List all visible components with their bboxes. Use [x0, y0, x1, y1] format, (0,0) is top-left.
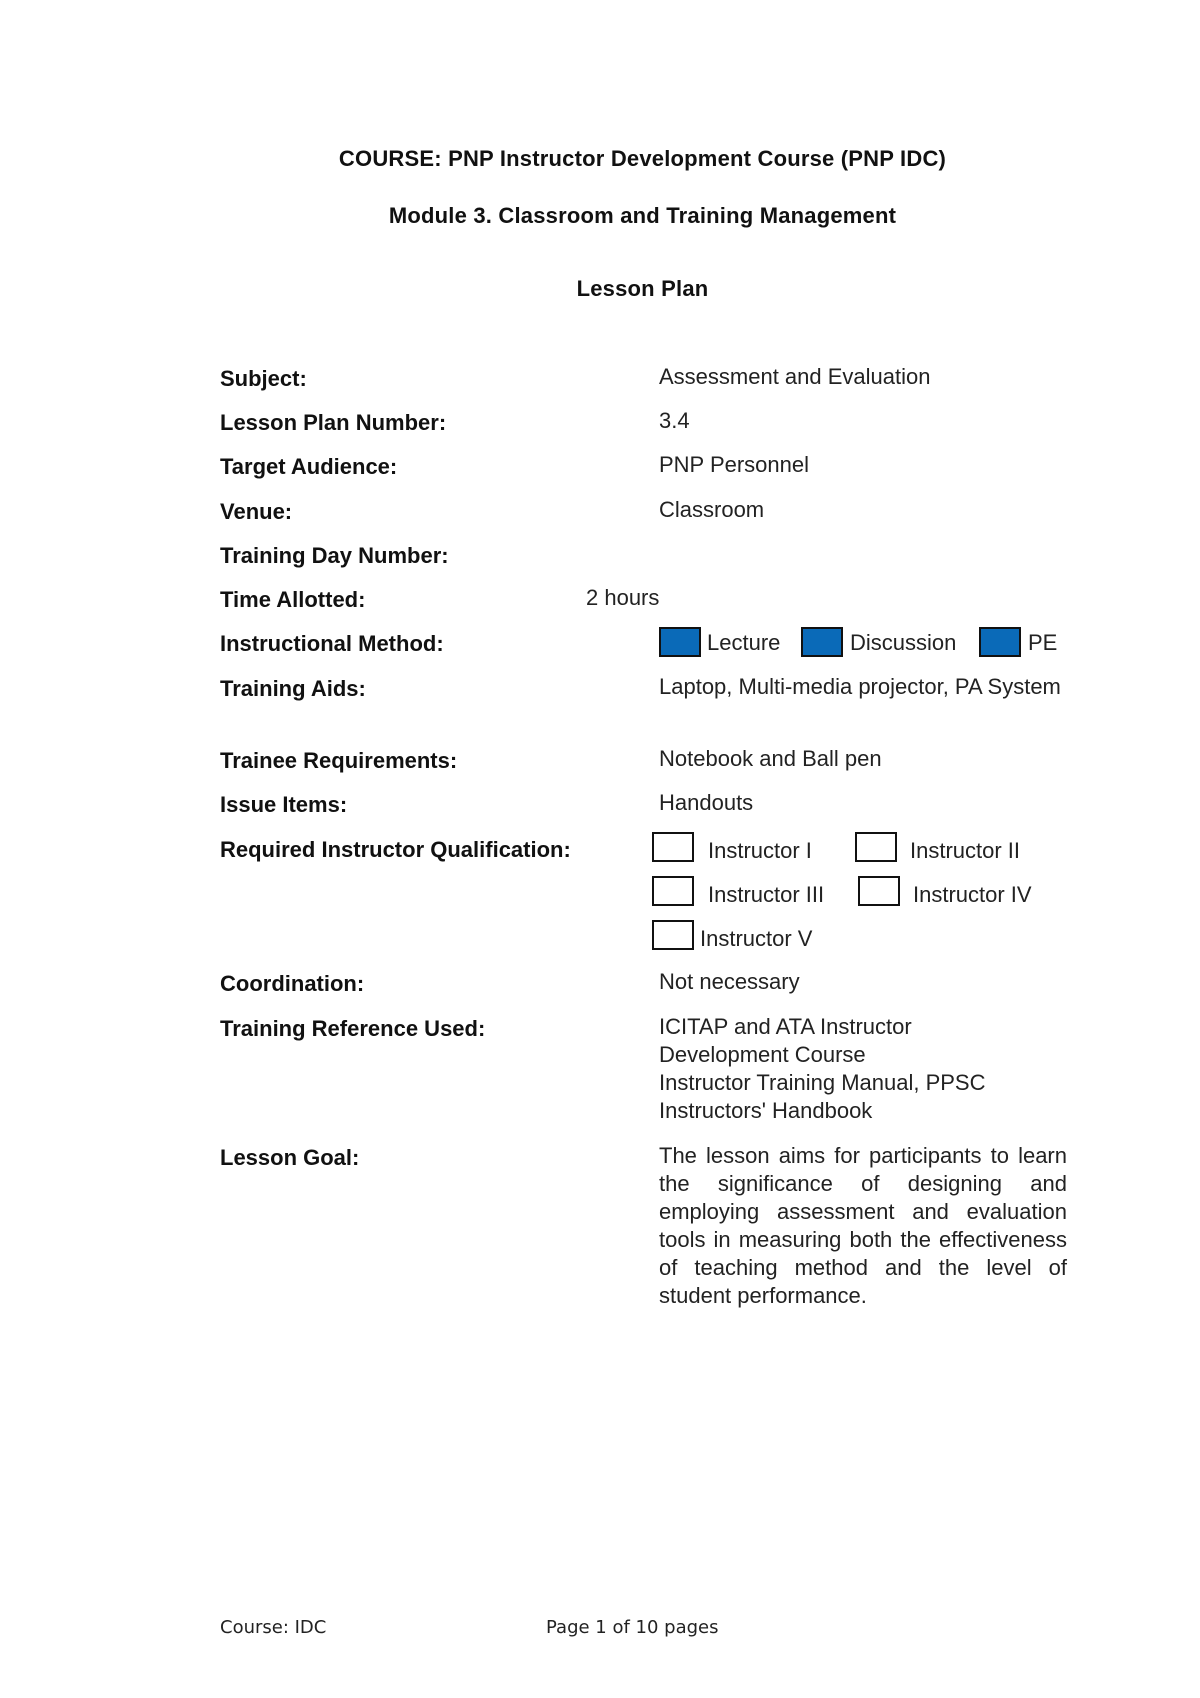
discussion-checkbox[interactable]: [801, 627, 843, 657]
training-reference-line: Development Course: [659, 1042, 866, 1067]
instructor-i-checkbox[interactable]: [652, 832, 694, 862]
lecture-label: Lecture: [707, 630, 781, 655]
instructor-iii-label: Instructor III: [708, 882, 825, 907]
lesson-goal-value: The lesson aims for participants to learn the significance of designing and employing assessment and evaluation tools in measuring both the effectiveness of teaching method and the level of student performance.: [659, 1143, 1067, 1308]
discussion-label: Discussion: [850, 630, 957, 655]
training-aids-label: Training Aids:: [220, 676, 366, 701]
target-audience-value: PNP Personnel: [659, 452, 810, 477]
target-audience-label: Target Audience:: [220, 454, 398, 479]
instructor-ii-label: Instructor II: [910, 838, 1021, 863]
training-reference-value: [659, 1013, 1067, 1125]
footer-course: Course: IDC: [220, 1617, 327, 1638]
trainee-requirements-label: Trainee Requirements:: [220, 748, 458, 773]
training-day-number-label: Training Day Number:: [220, 543, 449, 568]
lesson-plan-number-value: 3.4: [659, 408, 690, 433]
venue-label: Venue:: [220, 499, 293, 524]
footer-page-number: Page 1 of 10 pages: [546, 1617, 719, 1638]
course-title: COURSE: PNP Instructor Development Course (PNP IDC): [338, 146, 947, 171]
pe-checkbox[interactable]: [979, 627, 1021, 657]
lecture-checkbox[interactable]: [659, 627, 701, 657]
training-reference-line: Instructor Training Manual, PPSC: [659, 1070, 986, 1095]
module-title: Module 3. Classroom and Training Management: [388, 203, 897, 228]
required-instructor-qualification-label: Required Instructor Qualification:: [220, 837, 571, 862]
lesson-plan-number-label: Lesson Plan Number:: [220, 410, 447, 435]
issue-items-value: Handouts: [659, 790, 754, 815]
training-reference-label: Training Reference Used:: [220, 1016, 486, 1041]
instructor-v-label: Instructor V: [700, 926, 813, 951]
instructor-iii-checkbox[interactable]: [652, 876, 694, 906]
trainee-requirements-value: Notebook and Ball pen: [659, 746, 882, 771]
instructor-iv-label: Instructor IV: [913, 882, 1032, 907]
instructor-ii-checkbox[interactable]: [855, 832, 897, 862]
training-aids-value: Laptop, Multi-media projector, PA System: [659, 674, 1061, 699]
instructor-iv-checkbox[interactable]: [858, 876, 900, 906]
instructor-v-checkbox[interactable]: [652, 920, 694, 950]
instructor-i-label: Instructor I: [708, 838, 812, 863]
time-allotted-label: Time Allotted:: [220, 587, 366, 612]
pe-label: PE: [1028, 630, 1058, 655]
training-reference-line: ICITAP and ATA Instructor: [659, 1014, 912, 1039]
document-title: Lesson Plan: [576, 276, 709, 301]
training-reference-line: Instructors' Handbook: [659, 1098, 873, 1123]
issue-items-label: Issue Items:: [220, 792, 348, 817]
coordination-label: Coordination:: [220, 971, 365, 996]
coordination-value: Not necessary: [659, 969, 800, 994]
time-allotted-value: 2 hours: [586, 585, 660, 610]
instructional-method-label: Instructional Method:: [220, 631, 444, 656]
subject-label: Subject:: [220, 366, 307, 391]
venue-value: Classroom: [659, 497, 765, 522]
subject-value: Assessment and Evaluation: [659, 364, 931, 389]
lesson-goal-label: Lesson Goal:: [220, 1145, 360, 1170]
